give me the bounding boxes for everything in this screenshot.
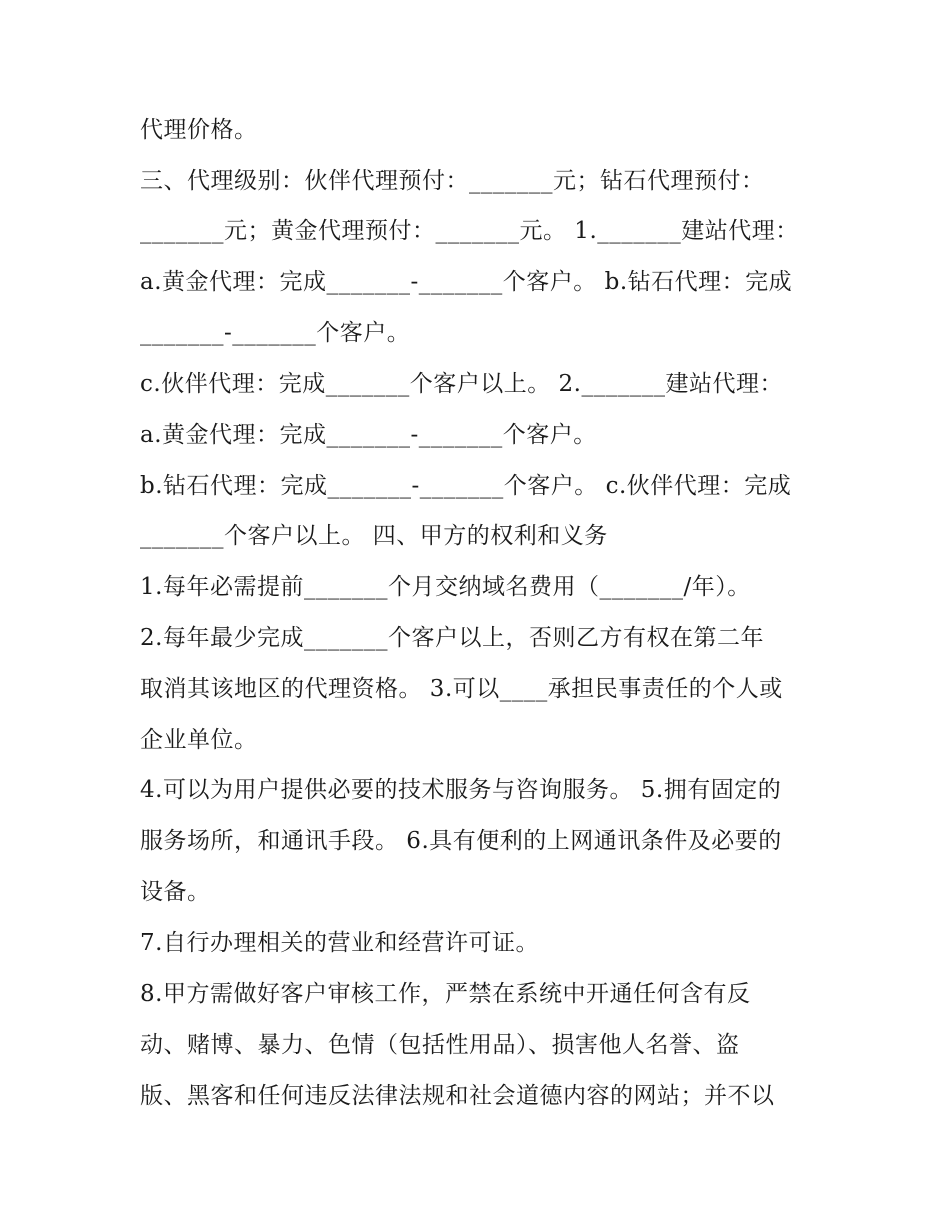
text-line: 企业单位。 [140, 727, 258, 753]
text-line: 版、黑客和任何违反法律法规和社会道德内容的网站；并不以 [140, 1083, 775, 1109]
text-line: _______元；黄金代理预付：_______元。 1._______建站代理： [140, 218, 799, 244]
text-line: a.黄金代理：完成_______-_______个客户。 [140, 422, 597, 448]
text-line: 1.每年必需提前_______个月交纳域名费用（_______/年）。 [140, 574, 751, 600]
text-line: b.钻石代理：完成_______-_______个客户。 c.伙伴代理：完成 [140, 473, 792, 499]
text-line: _______个客户以上。 四、甲方的权利和义务 [140, 523, 608, 549]
text-line: 代理价格。 [140, 117, 258, 143]
text-line: 服务场所，和通讯手段。 6.具有便利的上网通讯条件及必要的 [140, 828, 782, 854]
text-line: 2.每年最少完成_______个客户以上，否则乙方有权在第二年 [140, 625, 764, 651]
text-line: 取消其该地区的代理资格。 3.可以____承担民事责任的个人或 [140, 676, 783, 702]
text-line: 三、代理级别：伙伴代理预付：_______元；钻石代理预付： [140, 168, 765, 194]
text-line: a.黄金代理：完成_______-_______个客户。 b.钻石代理：完成 [140, 269, 793, 295]
text-line: c.伙伴代理：完成_______个客户以上。 2._______建站代理： [140, 371, 783, 397]
text-line: _______-_______个客户。 [140, 320, 411, 346]
text-line: 8.甲方需做好客户审核工作，严禁在系统中开通任何含有反 [140, 981, 751, 1007]
text-line: 设备。 [140, 879, 211, 905]
text-line: 动、赌博、暴力、色情（包括性用品）、损害他人名誉、盗 [140, 1032, 740, 1058]
text-line: 4.可以为用户提供必要的技术服务与咨询服务。 5.拥有固定的 [140, 777, 782, 803]
text-line: 7.自行办理相关的营业和经营许可证。 [140, 930, 539, 956]
